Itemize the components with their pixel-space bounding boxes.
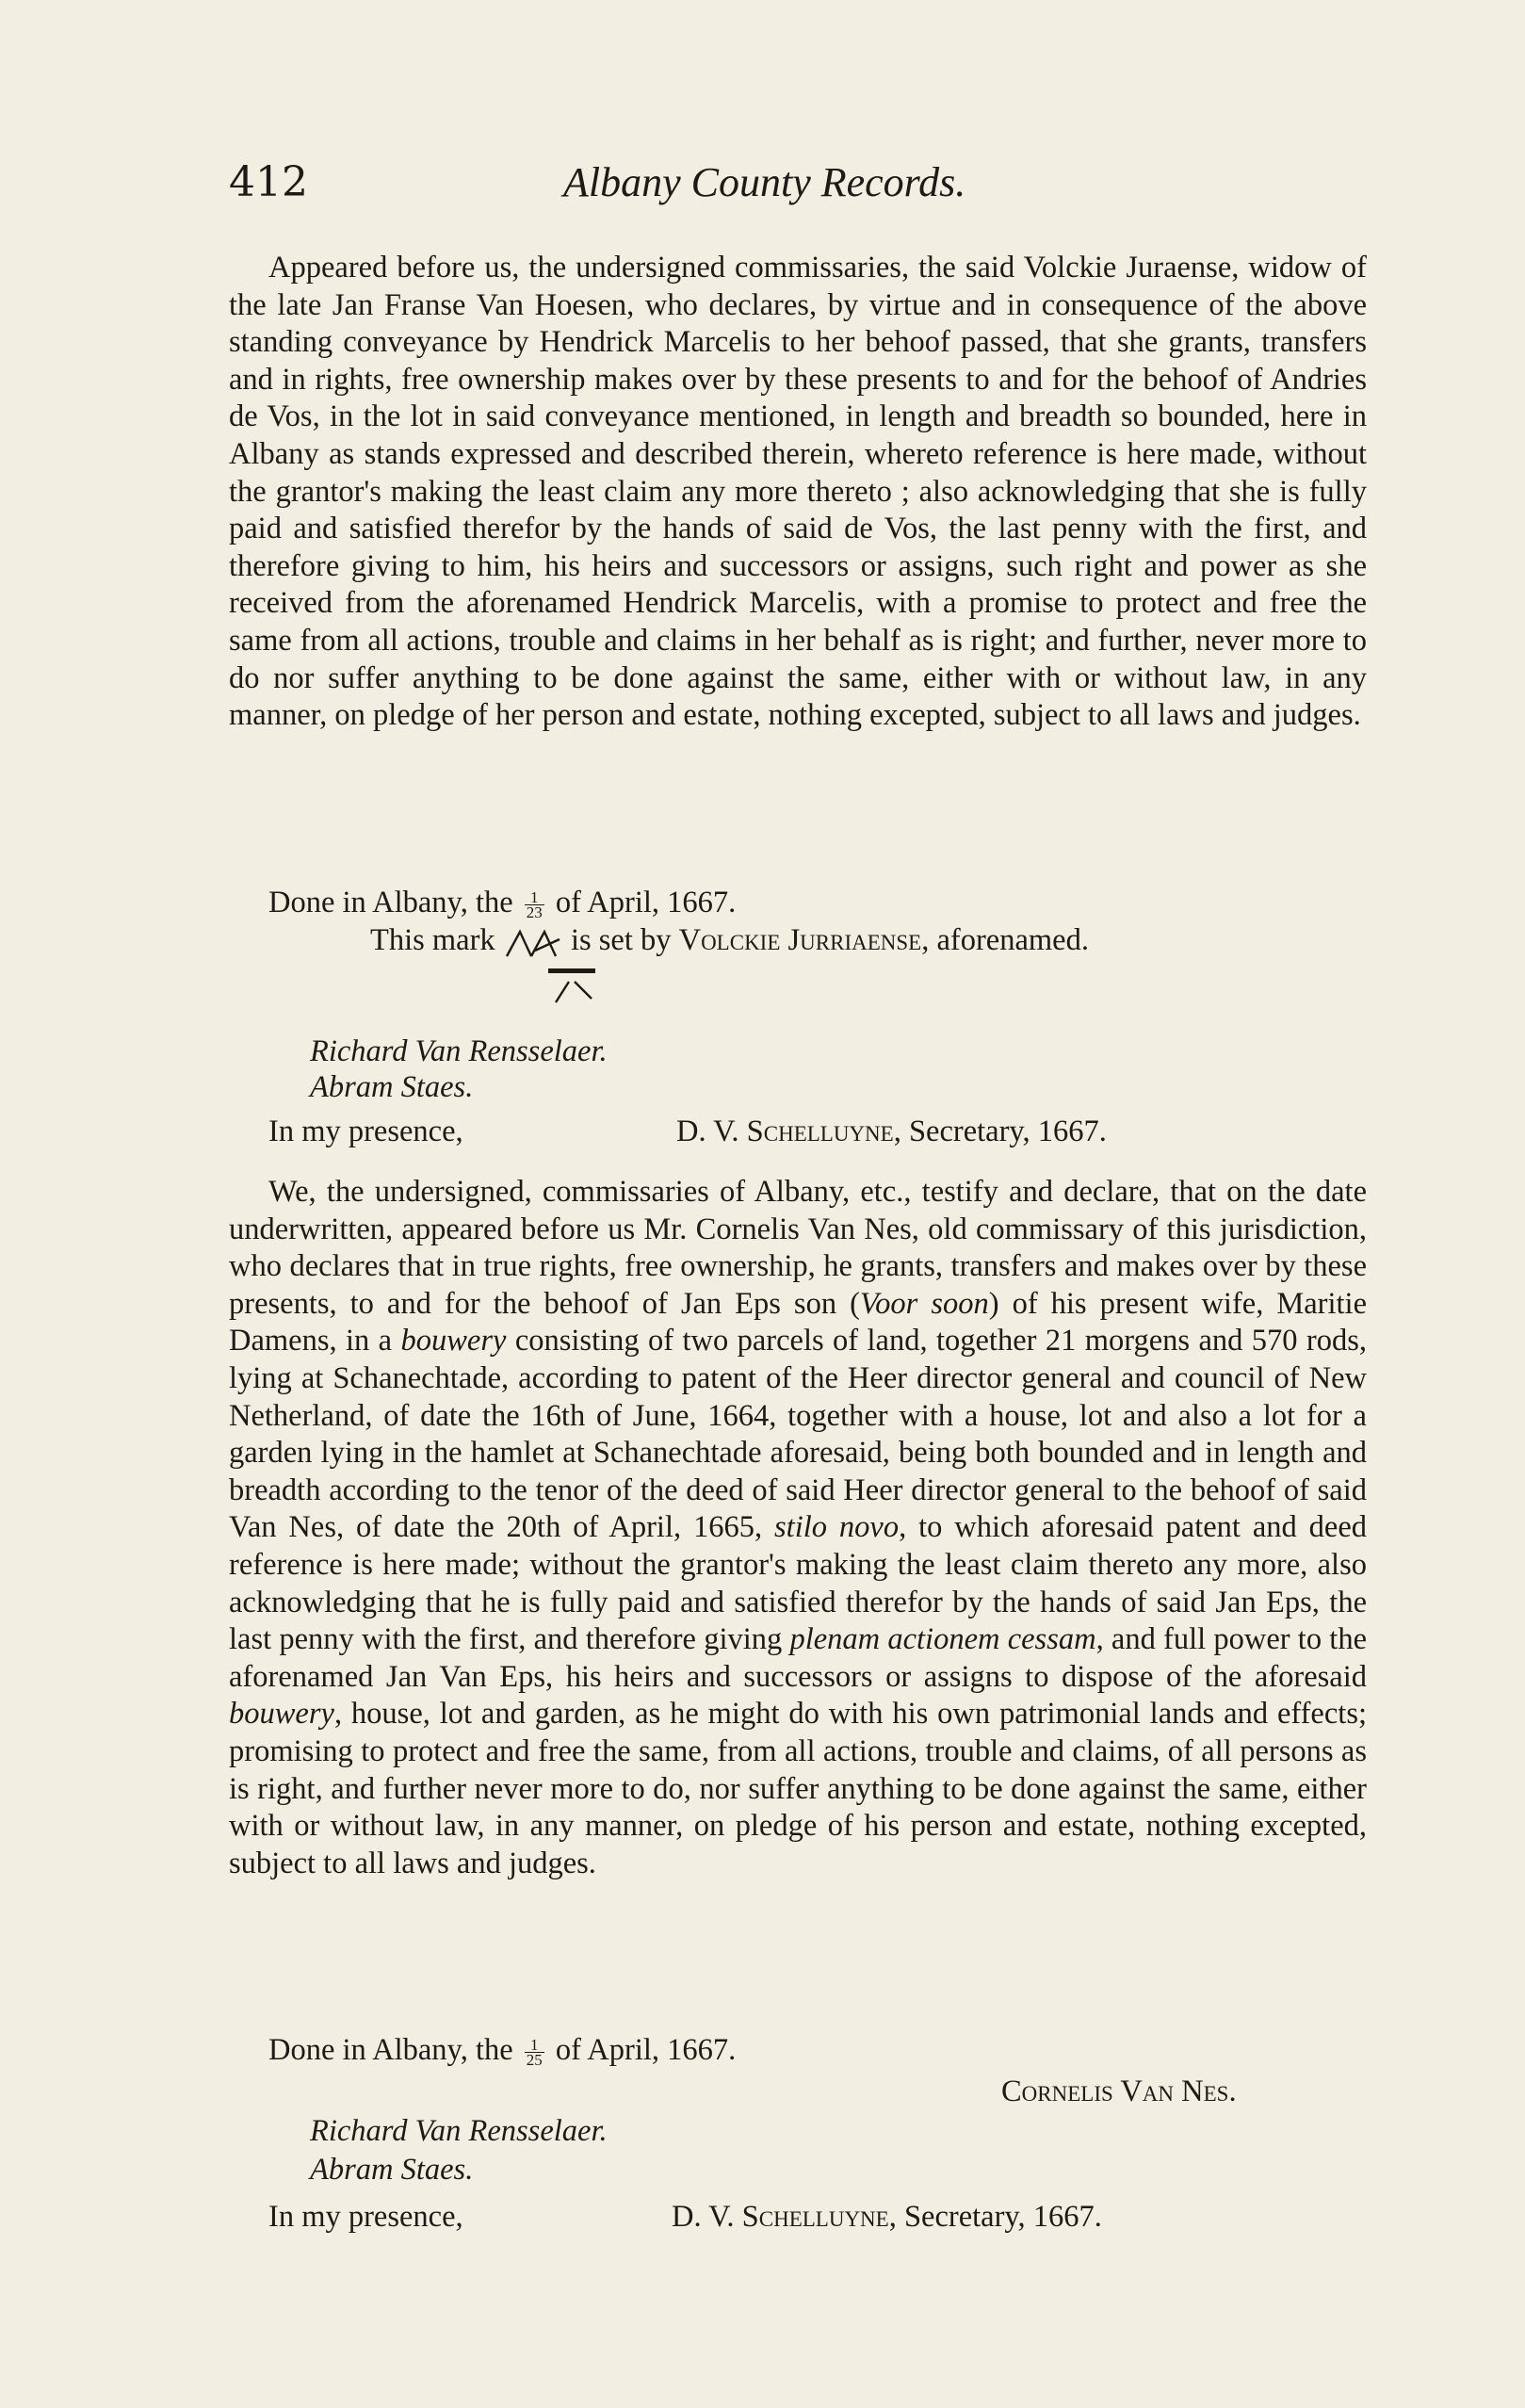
mark-cross-icon: [539, 965, 624, 1012]
deed-1-witness-1: Richard Van Rensselaer.: [310, 1034, 608, 1068]
italic-term: Voor soon: [859, 1286, 989, 1321]
italic-term: plenam actionem cessam: [789, 1622, 1096, 1657]
signature-mark-icon: [503, 926, 563, 960]
deed-1-done-line: [268, 886, 736, 920]
paragraph-text: , to which aforesaid patent and deed reference is here made; without the grantor's making the least claim thereto any more, also acknowledging that he is fully paid and satisfied therefor by the hands of said Jan Eps, the last penny with the first, and therefore giving: [229, 1510, 1368, 1657]
paragraph-text: consisting of two parcels of land, together 21 morgens and 570 rods, lying at Schanechtade, according to patent of the Heer director general and council of New Netherland, of date the 16th of June, 1664, together with a house, lot and also a lot for a garden lying in the hamlet at Schanechtade aforesaid, being both bounded and in length and breadth according to the tenor of the deed of said Heer director general to the behoof of said Van Nes, of date the 20th of April, 1665,: [229, 1324, 1367, 1545]
deed-2-presence: In my presence,: [268, 2200, 463, 2234]
deed-2-paragraph: [229, 1174, 1367, 1882]
deed-2-signer: Cornelis Van Nes.: [1001, 2074, 1237, 2108]
deed-2-secretary: D. V. Schelluyne, Secretary, 1667.: [672, 2200, 1102, 2234]
deed-1-paragraph: Appeared before us, the undersigned commissaries, the said Volckie Juraense, widow of the late Jan Franse Van Hoesen, who declares, by virtue and in consequence of the above standing conveyance by Hendrick Marcelis to her behoof passed, that she grants, transfers and in rights, free ownership makes over by these presents to and for the behoof of Andries de Vos, in the lot in said conveyance mentioned, in length and breadth so bounded, here in Albany as stands expressed and described therein, whereto reference is here made, without the grantor's making the least claim any more thereto ; also acknowledging that she is fully paid and satisfied therefor by the hands of said de Vos, the last penny with the first, and therefore giving to him, his heirs and successors or assigns, such right and power as she received from the aforenamed Hendrick Marcelis, with a promise to protect and free the same from all actions, trouble and claims in her behalf as is right; and further, never more to do nor suffer anything to be done against the same, either with or without law, in any manner, on pledge of her person and estate, nothing excepted, subject to all laws and judges.: [229, 251, 1367, 733]
mark-name: Volckie Jurriaense: [678, 923, 922, 957]
italic-term: bouwery: [229, 1697, 334, 1732]
running-head: Albany County Records.: [563, 159, 966, 205]
italic-term: bouwery: [400, 1324, 507, 1359]
paragraph-text: , and full power to the aforenamed Jan Van Eps, his heirs and successors or assigns to dispose of the aforesaid: [229, 1622, 1367, 1694]
deed-1-secretary: D. V. Schelluyne, Secretary, 1667.: [676, 1115, 1107, 1148]
paragraph-text: We, the undersigned, commissaries of Albany, etc., testify and declare, that on the date underwritten, appeared before us Mr. Cornelis Van Nes, old commissary of this jurisdiction, who declares that in true rights, free ownership, he grants, transfers and makes over by these presents, to and for the behoof of Jan Eps son (: [229, 1175, 1367, 1321]
date-fraction: $\frac{1}{23}$: [526, 888, 543, 922]
done-suffix: of April, 1667.: [555, 886, 737, 919]
deed-1-presence: In my presence,: [268, 1115, 463, 1148]
page-header: [229, 158, 1342, 215]
page-number: 412: [229, 158, 308, 206]
date-fraction: $\frac{1}{25}$: [526, 2036, 543, 2070]
deed-2-done-line: Done in Albany, the $\frac{1}{25}$ of April, 1667.: [268, 2033, 737, 2070]
done-prefix: Done in Albany, the: [268, 886, 513, 919]
italic-term: stilo novo: [774, 1510, 900, 1545]
deed-1-witness-2: Abram Staes.: [310, 1070, 474, 1104]
deed-2-witness-2: Abram Staes.: [310, 2153, 474, 2187]
paragraph-text: ) of his present wife, Maritie Damens, in a: [229, 1286, 1367, 1359]
deed-2-witness-1: Richard Van Rensselaer.: [310, 2114, 608, 2148]
mark-line: This mark is set by Volckie Jurriaense, aforenamed.: [370, 923, 1089, 960]
paragraph-text: , house, lot and garden, as he might do with his own patrimonial lands and effects; promising to protect and free the same, from all actions, trouble and claims, of all persons as is right, and further never more to do, nor suffer anything to be done against the same, either with or without law, in any manner, on pledge of his person and estate, nothing excepted, subject to all laws and judges.: [229, 1697, 1367, 1880]
